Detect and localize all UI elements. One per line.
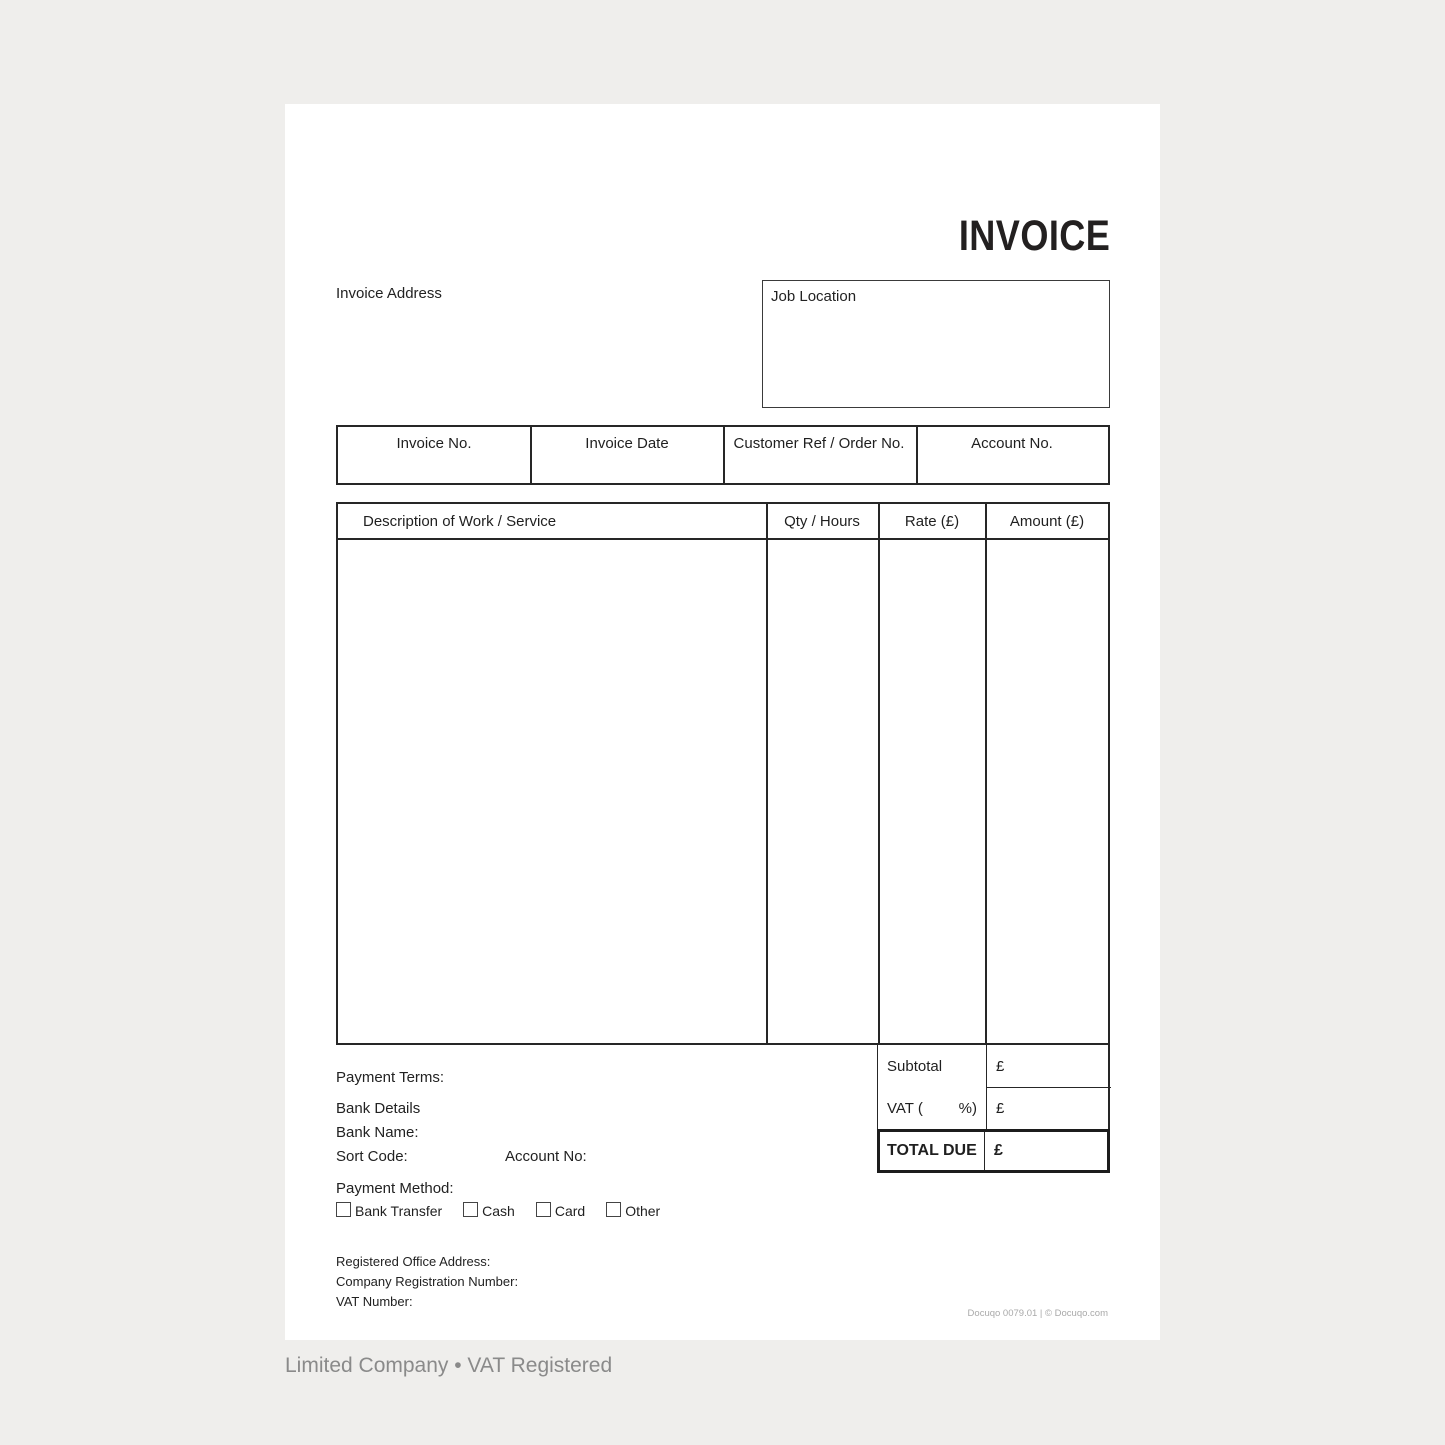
info-header-account-no: Account No. [971, 435, 1053, 452]
subtotal-label: Subtotal [887, 1058, 943, 1075]
invoice-address-label: Invoice Address [336, 285, 442, 302]
line-items-table[interactable] [336, 502, 1110, 1045]
registered-office-label: Registered Office Address: [336, 1254, 491, 1269]
company-registration-label: Company Registration Number: [336, 1274, 519, 1289]
vat-currency: £ [996, 1100, 1005, 1117]
items-col-divider-rate [878, 504, 880, 1043]
totals-table [877, 1045, 1110, 1129]
invoice-info-table[interactable] [336, 425, 1110, 485]
total-due-row [877, 1129, 1110, 1173]
page-caption: Limited Company • VAT Registered [285, 1354, 613, 1377]
total-due-currency: £ [994, 1142, 1003, 1159]
items-col-divider-qty [766, 504, 768, 1043]
payment-method-options [336, 1203, 660, 1219]
vat-label-open: VAT ( [887, 1100, 923, 1117]
checkbox-cash-label: Cash [482, 1203, 515, 1219]
vat-label [878, 1088, 986, 1129]
vat-number-label: VAT Number: [336, 1294, 413, 1309]
total-due-value-cell[interactable] [985, 1132, 1107, 1170]
checkbox-bank-transfer[interactable] [336, 1202, 351, 1217]
subtotal-currency: £ [996, 1057, 1005, 1075]
bank-details-label: Bank Details [336, 1100, 421, 1117]
items-header-qty-hours: Qty / Hours [784, 513, 860, 530]
account-no-label: Account No: [505, 1148, 587, 1165]
checkbox-card-label: Card [554, 1203, 586, 1219]
payment-terms-label: Payment Terms: [336, 1069, 445, 1086]
job-location-label: Job Location [771, 288, 857, 305]
invoice-page [285, 104, 1160, 1340]
total-due-label: TOTAL DUE [880, 1132, 985, 1170]
page-title: INVOICE [958, 212, 1110, 260]
info-table-divider [723, 427, 725, 483]
checkbox-card[interactable] [536, 1202, 551, 1217]
info-header-invoice-no: Invoice No. [396, 435, 472, 452]
checkbox-cash[interactable] [463, 1202, 478, 1217]
checkbox-other-label: Other [625, 1203, 661, 1219]
payment-method-label: Payment Method: [336, 1180, 454, 1197]
vat-value-cell[interactable] [986, 1088, 1111, 1129]
items-header-rate: Rate (£) [904, 513, 960, 530]
checkbox-bank-transfer-label: Bank Transfer [355, 1203, 443, 1219]
items-header-amount: Amount (£) [1009, 513, 1085, 530]
info-table-divider [530, 427, 532, 483]
vat-label-close: %) [958, 1100, 977, 1117]
info-header-invoice-date: Invoice Date [585, 435, 669, 452]
doc-ref: Docuqo 0079.01 | © Docuqo.com [967, 1308, 1108, 1319]
subtotal-value-cell[interactable] [986, 1045, 1111, 1088]
info-table-divider [916, 427, 918, 483]
job-location-box[interactable] [762, 280, 1110, 408]
items-header-divider [338, 538, 1108, 540]
info-header-customer-ref: Customer Ref / Order No. [733, 435, 905, 452]
sort-code-label: Sort Code: [336, 1148, 408, 1165]
items-col-divider-amount [985, 504, 987, 1043]
items-header-description: Description of Work / Service [363, 513, 557, 530]
checkbox-other[interactable] [606, 1202, 621, 1217]
bank-name-label: Bank Name: [336, 1124, 419, 1141]
